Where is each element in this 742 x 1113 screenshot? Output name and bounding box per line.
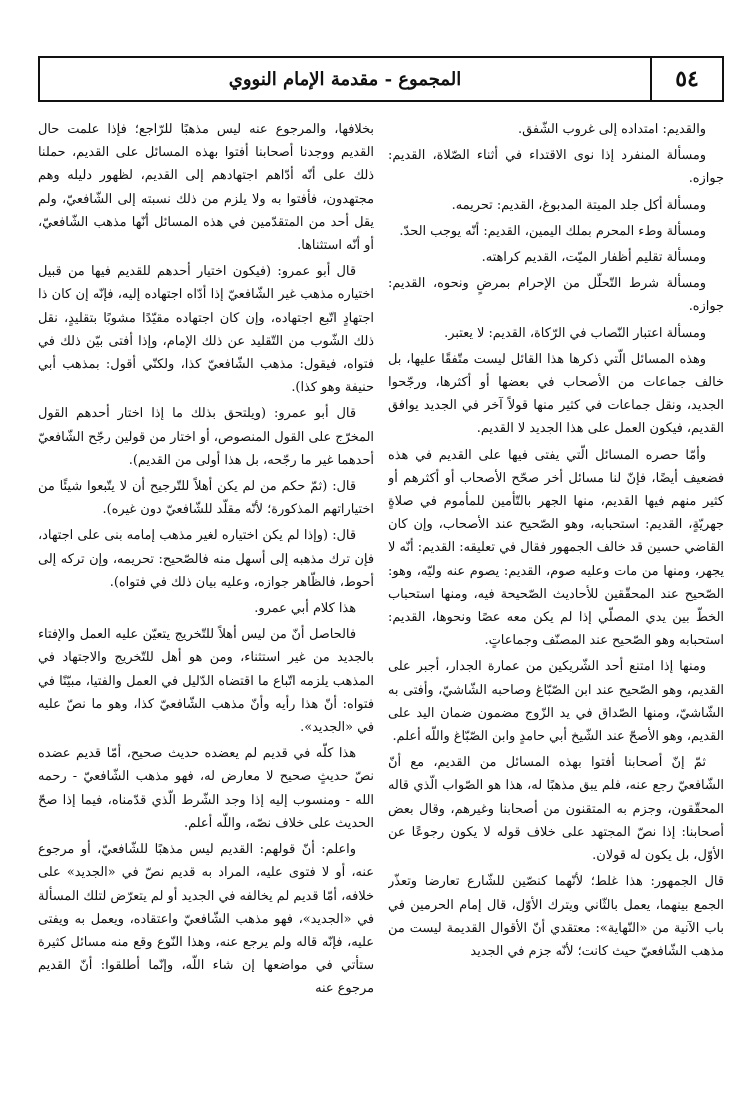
paragraph: ثمّ إنّ أصحابنا أفتوا بهذه المسائل من القديم، مع أنّ الشّافعيّ رجع عنه، فلم يبق مذهبًا له، هذا هو الصّواب الّذي قاله المحقّقون، وجزم به المتقنون من أصحابنا وغيرهم، وقال بعض أصحابنا: إذا نصّ المجتهد على خلاف قوله لا يكون رجوعًا عن الأوّل، بل يكون له قولان. xyxy=(388,755,724,864)
paragraph: ومنها إذا امتنع أحد الشّريكين من عمارة الجدار، أجبر على القديم، وهو الصّحيح عند ابن الصّبّاغ وصاحبه الشّاشيّ، وأفتى به الشّاشيّ، ومنها الصّداق في يد الزّوج مضمون ضمان اليد على القديم، وهو الأصحّ عند الشّيخ أبي حامدٍ وابن الصّبّاغ واللّه أعلم. xyxy=(388,659,724,745)
left-column xyxy=(38,118,374,1103)
paragraph: ومسألة وطء المحرم بملك اليمين، القديم: أنّه يوجب الحدّ. xyxy=(399,223,706,239)
paragraph: ومسألة اعتبار النّصاب في الرّكاة، القديم: لا يعتبر. xyxy=(444,325,706,341)
paragraph: وهذه المسائل الّتي ذكرها هذا القائل ليست متّفقًا عليها، بل خالف جماعات من الأصحاب في بعضها أو أكثرها، ورجّحوا الجديد، ونقل جماعات في كثير منها قولاً آخر في الجديد يوافق القديم، فيكون العمل على هذا الجديد لا القديم. xyxy=(388,351,724,437)
paragraph: قال: (ثمّ حكم من لم يكن أهلاً للتّرجيح أن لا يتّبعوا شيئًا من اختياراتهم المذكورة؛ لأنّه مقلّد للشّافعيّ دون غيره). xyxy=(38,479,374,518)
paragraph: قال أبو عمرو: (ويلتحق بذلك ما إذا اختار أحدهم القول المخرّج على القول المنصوص، أو اختار من قولين رجّح الشّافعيّ أحدهما غير ما رجّحه، بل هذا أولى من القديم). xyxy=(38,406,374,468)
running-title: المجموع - مقدمة الإمام النووي xyxy=(228,68,462,90)
paragraph: بخلافها، والمرجوع عنه ليس مذهبًا للرّاجع؛ فإذا علمت حال القديم ووجدنا أصحابنا أفتوا بهذه المسائل على القديم، حملنا ذلك على أنّه أدّاهم اجتهادهم إلى القديم، لظهور دليله وهم مجتهدون، فأفتوا به ولا يلزم من ذلك نسبته إلى الشّافعيّ، ولم يقل أحد من المتقدّمين في هذه المسائل أنّها مذهب الشّافعيّ، أو أنّه استثناها. xyxy=(38,122,374,254)
paragraph: وأمّا حصره المسائل الّتي يفتى فيها على القديم في هذه فضعيف أيضًا، فإنّ لنا مسائل أخر صحّح الأصحاب أو أكثرهم أو كثير منهم فيها القديم، منها الجهر بالتّأمين للمأموم في صلاةٍ جهريّةٍ، القديم: استحبابه، وهو الصّحيح عند الأصحاب، وإن كان القاضي حسين قد خالف الجمهور فقال في تعليقه: القديم: أنّه لا يجهر، ومنها من مات وعليه صوم، القديم: يصوم عنه وليّه، وهو: الصّحيح عند المحقّقين للأحاديث الصّحيحة فيه، ومنها استحباب الخطّ بين يدي المصلّي إذا لم يكن معه عصًا ونحوها، القديم: استحبابه وهو الصّحيح عند المصنّف وجماعاتٍ. xyxy=(388,447,724,649)
running-header xyxy=(38,56,724,102)
paragraph: واعلم: أنّ قولهم: القديم ليس مذهبًا للشّافعيّ، أو مرجوع عنه، أو لا فتوى عليه، المراد به قديم نصّ في «الجديد» على خلافه، أمّا قديم لم يخالفه في الجديد أو لم يتعرّض لتلك المسألة في «الجديد»، فهو مذهب الشّافعيّ واعتقاده، ويعمل به ويفتى عليه، فإنّه قاله ولم يرجع عنه، وهذا النّوع وقع منه مسائل كثيرة ستأتي في مواضعها إن شاء اللّه، وإنّما أطلقوا: أنّ القديم مرجوع عنه xyxy=(38,842,374,997)
paragraph: ومسألة المنفرد إذا نوى الاقتداء في أثناء الصّلاة، القديم: جوازه. xyxy=(388,148,724,187)
paragraph: قال الجمهور: هذا غلط؛ لأنّهما كنصّين للشّارع تعارضا وتعذّر الجمع بينهما، يعمل بالثّاني ويترك الأوّل، قال إمام الحرمين في باب الآنية من «النّهاية»: معتقدي أنّ الأقوال القديمة ليست من مذهب الشّافعيّ حيث كانت؛ لأنّه جزم في الجديد xyxy=(388,874,724,959)
two-column-body xyxy=(38,118,724,1103)
right-column xyxy=(388,118,724,1103)
paragraph: ومسألة أكل جلد الميتة المدبوغ، القديم: تحريمه. xyxy=(451,197,706,213)
paragraph: قال أبو عمرو: (فيكون اختيار أحدهم للقديم فيها من قبيل اختياره مذهب غير الشّافعيّ إذا أدّاه اجتهاده إليه، فإنّه إن كان ذا اجتهادٍ اتّبع اجتهاده، وإن كان اجتهاده مقيّدًا مشوبًا بتقليدٍ، نقل ذلك الشّوب من التّقليد عن ذلك الإمام، وإذا أفتى بيّن ذلك في فتواه، فيقول: مذهب الشّافعيّ كذا، ولكنّي أقول: بمذهب أبي حنيفة وهو كذا). xyxy=(38,264,374,396)
paragraph: ومسألة شرط التّحلّل من الإحرام بمرضٍ ونحوه، القديم: جوازه. xyxy=(388,276,724,315)
paragraph: والقديم: امتداده إلى غروب الشّفق. xyxy=(518,122,706,137)
paragraph: هذا كلّه في قديم لم يعضده حديث صحيح، أمّا قديم عضده نصّ حديثٍ صحيح لا معارض له، فهو مذهب الشّافعيّ - رحمه الله - ومنسوب إليه إذا وجد الشّرط الّذي قدّمناه، فيما إذا صحّ الحديث على خلاف نصّه، واللّه أعلم. xyxy=(38,746,374,831)
paragraph: هذا كلام أبي عمرو. xyxy=(254,601,356,617)
paragraph: فالحاصل أنّ من ليس أهلاً للتّخريج يتعيّن عليه العمل والإفتاء بالجديد من غير استثناء، ومن هو أهل للتّخريج والاجتهاد في المذهب يلزمه اتّباع ما اقتضاه الدّليل في العمل والفتيا، مبيّنًا في فتواه: أنّ هذا رأيه وأنّ مذهب الشّافعيّ كذا، وهو ما نصّ عليه في «الجديد». xyxy=(38,627,374,736)
paragraph: ومسألة تقليم أظفار الميّت، القديم كراهته. xyxy=(481,250,706,266)
page-number: ٥٤ xyxy=(650,58,722,100)
paragraph: قال: (وإذا لم يكن اختياره لغير مذهب إمامه بنى على اجتهاد، فإن ترك مذهبه إلى أسهل منه فالصّحيح: تحريمه، وإن تركه إلى أحوط، فالظّاهر جوازه، وعليه بيان ذلك في فتواه). xyxy=(38,528,374,590)
